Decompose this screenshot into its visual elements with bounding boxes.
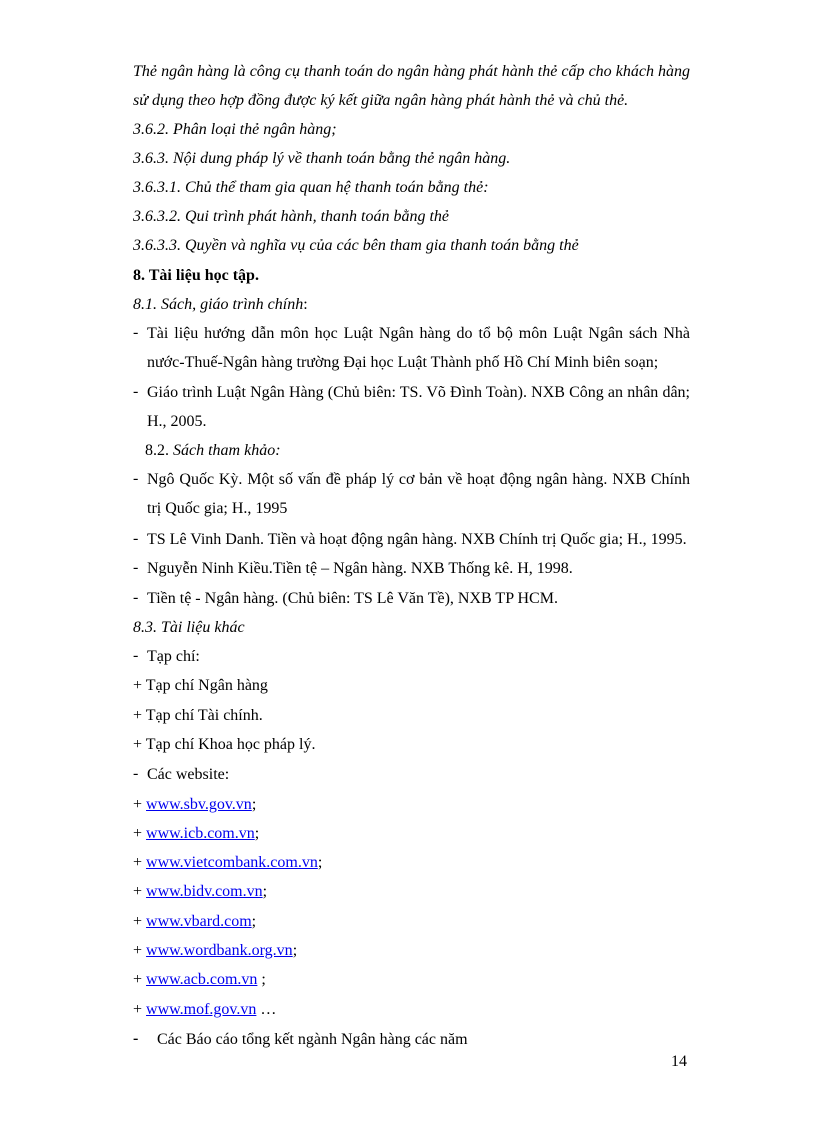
plus-bullet: + bbox=[133, 942, 147, 959]
dash-bullet: - bbox=[133, 589, 139, 606]
dash-bullet: - bbox=[133, 1030, 139, 1047]
website-item bbox=[133, 824, 259, 844]
website-link[interactable]: www.acb.com.vn bbox=[146, 971, 258, 988]
link-suffix: ; bbox=[251, 913, 257, 930]
dash-bullet: - bbox=[133, 383, 139, 400]
dash-bullet: - bbox=[133, 765, 139, 782]
list-item-line: Nguyễn Ninh Kiều.Tiền tệ – Ngân hàng. NXB Thống kê. H, 1998. bbox=[147, 560, 573, 577]
website-item bbox=[133, 1000, 276, 1020]
link-suffix: ; bbox=[257, 971, 266, 988]
plus-bullet: + bbox=[133, 971, 147, 988]
website-link[interactable]: www.wordbank.org.vn bbox=[146, 942, 293, 959]
section-heading-8: 8. Tài liệu học tập. bbox=[133, 267, 259, 284]
section-heading-3-6-3-1: 3.6.3.1. Chủ thể tham gia quan hệ thanh toán bằng thẻ: bbox=[133, 179, 489, 196]
website-item bbox=[133, 970, 266, 990]
section-heading-3-6-3-2: 3.6.3.2. Qui trình phát hành, thanh toán bằng thẻ bbox=[133, 208, 449, 225]
plus-item-text: Tạp chí Ngân hàng bbox=[145, 677, 268, 694]
plus-item-text: Tạp chí Tài chính. bbox=[145, 707, 263, 724]
section-heading-8-2 bbox=[145, 441, 281, 461]
list-item-line: trị Quốc gia; H., 1995 bbox=[147, 500, 288, 517]
dash-bullet: - bbox=[133, 470, 139, 487]
website-item bbox=[133, 882, 267, 902]
website-item bbox=[133, 912, 256, 932]
heading-text: Sách tham khảo: bbox=[173, 442, 281, 459]
link-suffix: ; bbox=[292, 942, 298, 959]
website-item bbox=[133, 941, 297, 961]
list-item-line: Giáo trình Luật Ngân Hàng (Chủ biên: TS. Võ Đình Toàn). NXB Công an nhân dân; bbox=[147, 384, 690, 401]
plus-bullet: + bbox=[133, 883, 147, 900]
plus-item bbox=[133, 706, 263, 726]
dash-bullet: - bbox=[133, 559, 139, 576]
list-item-line: Các website: bbox=[147, 766, 230, 783]
heading-text: 8.1. Sách, giáo trình chính bbox=[133, 296, 304, 313]
section-heading-8-1 bbox=[133, 295, 308, 315]
list-item-line: H., 2005. bbox=[147, 413, 207, 430]
link-suffix: ; bbox=[317, 854, 323, 871]
link-suffix: ; bbox=[262, 883, 268, 900]
website-link[interactable]: www.vbard.com bbox=[146, 913, 252, 930]
website-item bbox=[133, 795, 256, 815]
dash-bullet: - bbox=[133, 324, 139, 341]
heading-colon: : bbox=[303, 296, 308, 313]
list-item-line: Ngô Quốc Kỳ. Một số vấn đề pháp lý cơ bản về hoạt động ngân hàng. NXB Chính bbox=[147, 471, 690, 488]
section-heading-3-6-3-3: 3.6.3.3. Quyền và nghĩa vụ của các bên tham gia thanh toán bằng thẻ bbox=[133, 237, 579, 254]
dash-bullet: - bbox=[133, 530, 139, 547]
heading-number: 8.2. bbox=[145, 442, 173, 459]
dash-bullet: - bbox=[133, 647, 139, 664]
page-number: 14 bbox=[671, 1053, 687, 1070]
plus-bullet: + bbox=[133, 796, 147, 813]
website-link[interactable]: www.icb.com.vn bbox=[146, 825, 255, 842]
link-suffix: ; bbox=[254, 825, 260, 842]
section-heading-3-6-2: 3.6.2. Phân loại thẻ ngân hàng; bbox=[133, 121, 337, 138]
list-item-line: Tạp chí: bbox=[147, 648, 200, 665]
paragraph-line: sử dụng theo hợp đồng được ký kết giữa ngân hàng phát hành thẻ và chủ thẻ. bbox=[133, 92, 629, 109]
plus-bullet: + bbox=[133, 736, 146, 753]
website-link[interactable]: www.vietcombank.com.vn bbox=[146, 854, 318, 871]
plus-bullet: + bbox=[133, 854, 147, 871]
list-item-line: nước-Thuế-Ngân hàng trường Đại học Luật Thành phố Hồ Chí Minh biên soạn; bbox=[147, 354, 659, 371]
list-item-line: Các Báo cáo tổng kết ngành Ngân hàng các năm bbox=[157, 1031, 468, 1048]
plus-bullet: + bbox=[133, 707, 146, 724]
list-item-line: Tiền tệ - Ngân hàng. (Chủ biên: TS Lê Văn Tề), NXB TP HCM. bbox=[147, 590, 558, 607]
website-item bbox=[133, 853, 322, 873]
link-suffix: ; bbox=[251, 796, 257, 813]
plus-item-text: Tạp chí Khoa học pháp lý. bbox=[145, 736, 316, 753]
section-heading-8-3: 8.3. Tài liệu khác bbox=[133, 619, 245, 636]
link-suffix: … bbox=[256, 1001, 277, 1018]
website-link[interactable]: www.mof.gov.vn bbox=[146, 1001, 257, 1018]
section-heading-3-6-3: 3.6.3. Nội dung pháp lý về thanh toán bằng thẻ ngân hàng. bbox=[133, 150, 511, 167]
plus-bullet: + bbox=[133, 913, 147, 930]
list-item-line: Tài liệu hướng dẫn môn học Luật Ngân hàng do tổ bộ môn Luật Ngân sách Nhà bbox=[147, 325, 690, 342]
website-link[interactable]: www.sbv.gov.vn bbox=[146, 796, 252, 813]
list-item-line: TS Lê Vinh Danh. Tiền và hoạt động ngân hàng. NXB Chính trị Quốc gia; H., 1995. bbox=[147, 531, 687, 548]
paragraph-line: Thẻ ngân hàng là công cụ thanh toán do ngân hàng phát hành thẻ cấp cho khách hàng bbox=[133, 63, 690, 80]
plus-item bbox=[133, 676, 268, 696]
plus-item bbox=[133, 735, 315, 755]
plus-bullet: + bbox=[133, 677, 146, 694]
plus-bullet: + bbox=[133, 1001, 147, 1018]
website-link[interactable]: www.bidv.com.vn bbox=[146, 883, 263, 900]
plus-bullet: + bbox=[133, 825, 147, 842]
